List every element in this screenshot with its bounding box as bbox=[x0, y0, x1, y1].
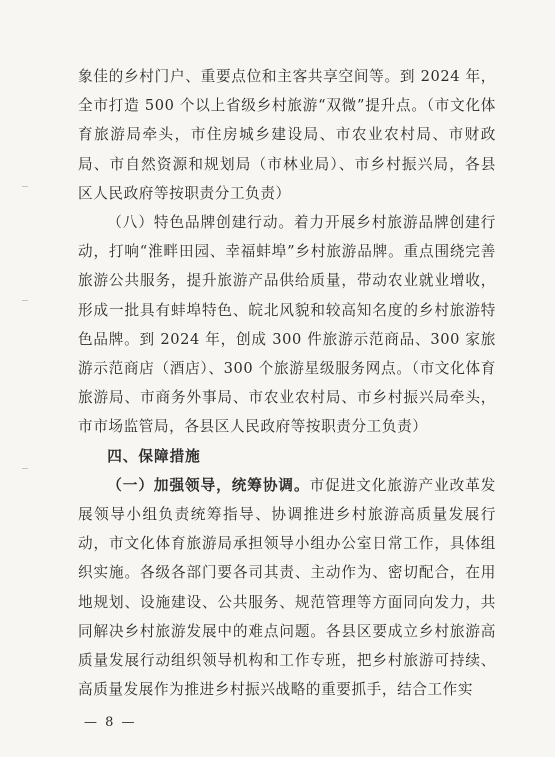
paragraph-lead-title: （一）加强领导，统筹协调。 bbox=[107, 476, 310, 494]
margin-mark bbox=[22, 300, 28, 301]
paragraph-continuation: 象佳的乡村门户、重要点位和主客共享空间等。到 2024 年，全市打造 500 个以上省级乡村旅游“双微”提升点。（市文化体育旅游局牵头，市住房城乡建设局、市农业农村局、市财政局、市自然资源和规划局（市林业局）、市乡村振兴局，各县区人民政府等按职责分工负责） bbox=[78, 68, 496, 202]
margin-mark bbox=[22, 468, 28, 469]
paragraph-leadership-body: 市促进文化旅游产业改革发展领导小组负责统筹指导、协调推进乡村旅游高质量发展行动，市文化体育旅游局承担领导小组办公室日常工作，具体组织实施。各级各部门要各司其责、主动作为、密切配合，在用地规划、设施建设、公共服务、规范管理等方面同向发力，共同解决乡村旅游发展中的难点问题。各县区要成立乡村旅游高质量发展行动组织领导机构和工作专班，把乡村旅游可持续、高质量发展作为推进乡村振兴战略的重要抓手，结合工作实 bbox=[78, 476, 496, 699]
section-heading-safeguards: 四、保障措施 bbox=[107, 447, 201, 465]
paragraph-brand-creation: （八）特色品牌创建行动。着力开展乡村旅游品牌创建行动，打响“淮畔田园、幸福蚌埠”乡村旅游品牌。重点围绕完善旅游公共服务，提升旅游产品供给质量，带动农业就业增收，形成一批具有蚌埠特色、皖北风貌和较高知名度的乡村旅游特色品牌。到 2024 年，创成 300 件旅游示范商品、300 家旅游示范商店（酒店）、300 个旅游星级服务网点。（市文化体育旅游局、市商务外事局、市农业农村局、市乡村振兴局牵头，市市场监管局，各县区人民政府等按职责分工负责） bbox=[78, 214, 496, 436]
margin-mark bbox=[22, 186, 28, 187]
page-number: — 8 — bbox=[84, 715, 137, 730]
paragraph-leadership bbox=[78, 471, 496, 705]
document-body bbox=[78, 62, 496, 704]
